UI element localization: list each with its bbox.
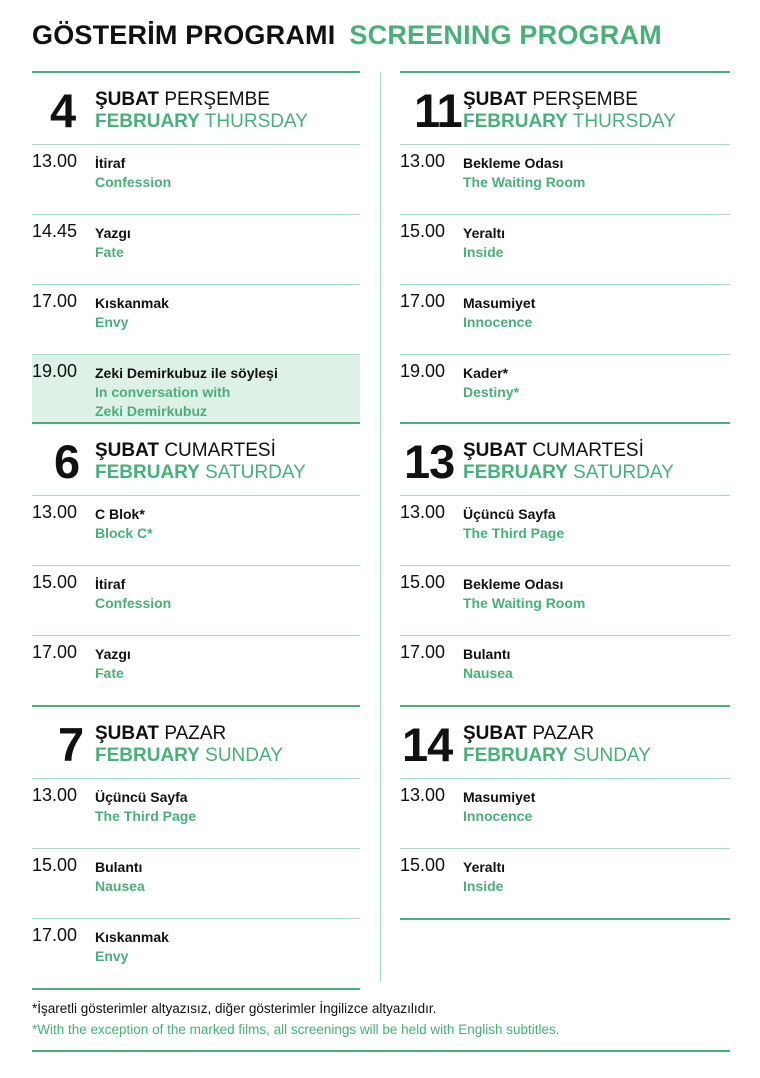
film-title-en: The Third Page: [463, 525, 565, 541]
column-divider: [380, 72, 381, 982]
footnote-en: *With the exception of the marked films, all screenings will be held with English subtitles.: [32, 1022, 560, 1037]
day-label: [95, 440, 306, 484]
screening-time: 19.00: [32, 361, 78, 381]
film-title-tr: Yazgı: [95, 225, 131, 241]
footnote-tr: *İşaretli gösterimler altyazısız, diğer gösterimler İngilizce altyazılıdır.: [32, 1001, 437, 1016]
film-title-en: Confession: [95, 174, 172, 190]
film-title-tr: Üçüncü Sayfa: [95, 789, 188, 805]
screening-time: 13.00: [32, 785, 78, 805]
screening-time: 17.00: [32, 925, 78, 945]
month-tr: ŞUBAT: [95, 723, 160, 744]
month-en: FEBRUARY: [95, 745, 200, 766]
footer-rule: [32, 1050, 730, 1052]
day-label: [95, 723, 283, 767]
film-title-en: Fate: [95, 244, 124, 260]
day-label: [463, 440, 674, 484]
screening-slot: [400, 495, 730, 565]
film-title-en: Fate: [95, 665, 124, 681]
film-title-en: Envy: [95, 314, 129, 330]
day-number: 14: [402, 718, 453, 771]
month-tr: ŞUBAT: [95, 440, 160, 461]
screening-time: 17.00: [32, 291, 78, 311]
day-number: 6: [54, 435, 80, 488]
weekday-tr: PAZAR: [532, 723, 595, 744]
screening-slot: [400, 354, 730, 422]
film-title-en: Inside: [463, 244, 504, 260]
weekday-tr: PAZAR: [164, 723, 227, 744]
right-column: [400, 71, 730, 920]
page-title: [32, 20, 662, 51]
screening-time: 15.00: [400, 855, 446, 875]
month-tr: ŞUBAT: [463, 89, 528, 110]
day-block: [32, 705, 360, 988]
day-number: 4: [50, 84, 76, 137]
screening-slot: [400, 214, 730, 284]
film-title-tr: Masumiyet: [463, 295, 536, 311]
footer-note: [32, 998, 732, 1040]
film-title-tr: Bulantı: [95, 859, 143, 875]
film-title-en: Confession: [95, 595, 172, 611]
screening-slot: [400, 565, 730, 635]
day-block: [400, 71, 730, 422]
screening-slot: [400, 848, 730, 918]
screening-slot: [400, 284, 730, 354]
screening-slot: [400, 635, 730, 705]
film-title-tr: İtiraf: [95, 155, 126, 171]
weekday-tr: PERŞEMBE: [532, 89, 638, 110]
screening-time: 17.00: [400, 291, 446, 311]
day-label: [463, 723, 651, 767]
day-number: 7: [58, 718, 84, 771]
film-title-tr: Bekleme Odası: [463, 155, 564, 171]
screening-time: 13.00: [400, 502, 446, 522]
day-header: [400, 707, 730, 778]
screening-time: 13.00: [32, 151, 78, 171]
film-title-en: Envy: [95, 948, 129, 964]
screening-slot: [32, 918, 360, 988]
column-bottom-rule: [400, 918, 730, 920]
day-block: [400, 705, 730, 918]
film-title-en: The Waiting Room: [463, 174, 586, 190]
screening-time: 13.00: [400, 785, 446, 805]
day-number: 13: [404, 435, 455, 488]
weekday-en: THURSDAY: [204, 111, 308, 132]
day-header: [400, 73, 730, 144]
screening-slot: [32, 778, 360, 848]
screening-slot: [32, 144, 360, 214]
film-title-en: Innocence: [463, 314, 533, 330]
month-tr: ŞUBAT: [95, 89, 160, 110]
screening-time: 15.00: [400, 221, 446, 241]
screening-slot: [32, 495, 360, 565]
weekday-en: SUNDAY: [205, 745, 283, 766]
day-header: [32, 424, 360, 495]
weekday-tr: CUMARTESİ: [164, 440, 276, 461]
film-title-en: Inside: [463, 878, 504, 894]
month-en: FEBRUARY: [95, 462, 200, 483]
screening-slot: [32, 284, 360, 354]
weekday-en: SATURDAY: [205, 462, 306, 483]
month-tr: ŞUBAT: [463, 440, 528, 461]
screening-slot: [32, 848, 360, 918]
day-header: [400, 424, 730, 495]
film-title-tr: Bulantı: [463, 646, 511, 662]
screening-slot: [400, 144, 730, 214]
film-title-en: Nausea: [95, 878, 145, 894]
film-title-tr: C Blok*: [95, 506, 145, 522]
day-number: 11: [414, 84, 462, 137]
day-block: [400, 422, 730, 705]
film-title-tr: Yazgı: [95, 646, 131, 662]
event-title-tr: Zeki Demirkubuz ile söyleşi: [95, 365, 278, 381]
film-title-en: The Third Page: [95, 808, 197, 824]
conversation-slot: [32, 354, 360, 422]
screening-time: 15.00: [400, 572, 446, 592]
screening-time: 13.00: [32, 502, 78, 522]
weekday-en: SUNDAY: [573, 745, 651, 766]
weekday-en: THURSDAY: [572, 111, 676, 132]
screening-slot: [32, 214, 360, 284]
weekday-tr: PERŞEMBE: [164, 89, 270, 110]
film-title-en: Nausea: [463, 665, 513, 681]
month-tr: ŞUBAT: [463, 723, 528, 744]
film-title-en: Innocence: [463, 808, 533, 824]
day-header: [32, 73, 360, 144]
weekday-tr: CUMARTESİ: [532, 440, 644, 461]
screening-time: 14.45: [32, 221, 78, 241]
film-title-tr: Üçüncü Sayfa: [463, 506, 556, 522]
screening-slot: [32, 635, 360, 705]
film-title-tr: Masumiyet: [463, 789, 536, 805]
film-title-tr: Kıskanmak: [95, 295, 169, 311]
month-en: FEBRUARY: [463, 462, 568, 483]
title-english: SCREENING PROGRAM: [349, 20, 662, 50]
screening-time: 15.00: [32, 572, 78, 592]
film-title-tr: Kıskanmak: [95, 929, 169, 945]
screening-time: 13.00: [400, 151, 446, 171]
day-label: [95, 89, 308, 133]
film-title-en: The Waiting Room: [463, 595, 586, 611]
weekday-en: SATURDAY: [573, 462, 674, 483]
screening-time: 17.00: [32, 642, 78, 662]
screening-time: 19.00: [400, 361, 446, 381]
film-title-tr: İtiraf: [95, 576, 126, 592]
film-title-tr: Yeraltı: [463, 859, 506, 875]
day-block: [32, 422, 360, 705]
day-label: [463, 89, 676, 133]
event-title-en-line1: In conversation with: [95, 384, 231, 400]
column-bottom-rule: [32, 988, 360, 990]
film-title-tr: Kader*: [463, 365, 509, 381]
day-block: [32, 71, 360, 422]
event-title-en-line2: Zeki Demirkubuz: [95, 403, 208, 419]
film-title-tr: Yeraltı: [463, 225, 506, 241]
month-en: FEBRUARY: [463, 745, 568, 766]
screening-time: 15.00: [32, 855, 78, 875]
month-en: FEBRUARY: [463, 111, 568, 132]
film-title-en: Block C*: [95, 525, 153, 541]
screening-time: 17.00: [400, 642, 446, 662]
month-en: FEBRUARY: [95, 111, 200, 132]
film-title-tr: Bekleme Odası: [463, 576, 564, 592]
screening-slot: [32, 565, 360, 635]
film-title-en: Destiny*: [463, 384, 520, 400]
day-header: [32, 707, 360, 778]
left-column: [32, 71, 360, 990]
title-turkish: GÖSTERİM PROGRAMI: [32, 20, 336, 50]
screening-slot: [400, 778, 730, 848]
